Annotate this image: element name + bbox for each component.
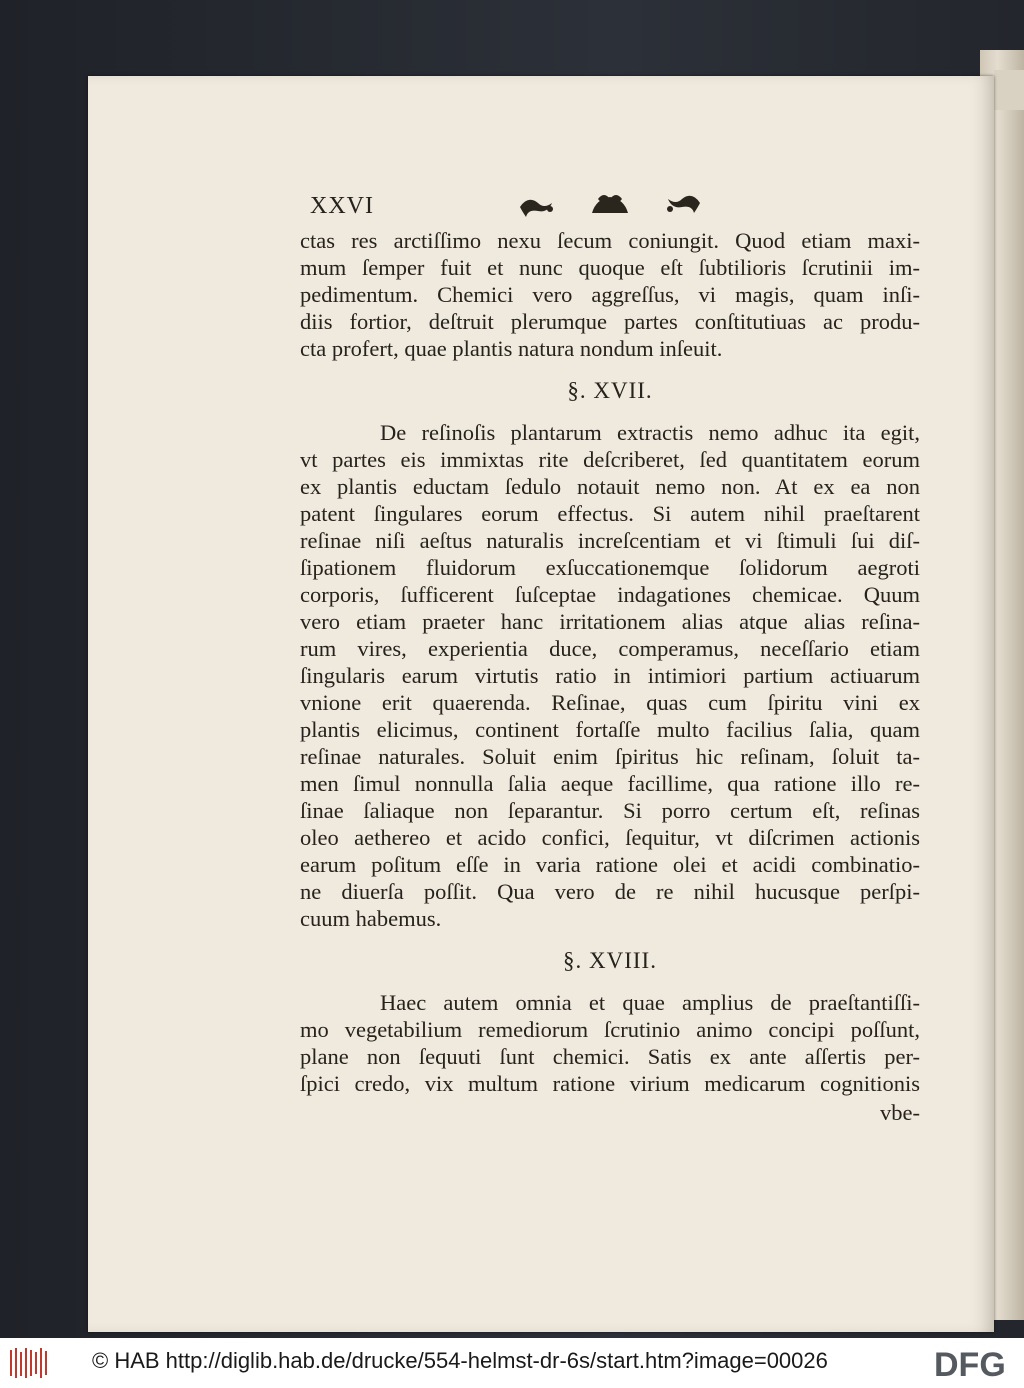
text-line: ſinae ſaliaque non ſeparantur. Si porro certum eſt, reſinas xyxy=(300,798,920,823)
hab-barcode-logo-icon xyxy=(8,1346,48,1380)
text-line: vero etiam praeter hanc irritationem alias atque alias reſina- xyxy=(300,609,920,634)
intro-paragraph xyxy=(300,227,920,362)
text-line: cuum habemus. xyxy=(300,906,442,931)
page-text-block xyxy=(300,185,920,1126)
text-line: ex plantis eductam ſedulo notauit nemo non. At ex ea non xyxy=(300,474,920,499)
text-line: corporis, ſufficerent ſuſceptae indagationes chemicae. Quum xyxy=(300,582,920,607)
section-17-paragraph xyxy=(300,419,920,932)
page-number: XXVI xyxy=(310,193,374,219)
text-line: plantis elicimus, continent fortaſſe multo facilius ſalia, quam xyxy=(300,717,920,742)
text-line: oleo aethereo et acido confici, ſequitur, vt diſcrimen actionis xyxy=(300,825,920,850)
text-line: vnione erit quaerenda. Reſinae, quas cum ſpiritu vini ex xyxy=(300,690,920,715)
section-18-paragraph xyxy=(300,989,920,1126)
section-heading-17: §. XVII. xyxy=(567,378,653,403)
text-line: mo vegetabilium remediorum ſcrutinio animo concipi poſſunt, xyxy=(300,1017,920,1042)
printers-ornament-icon xyxy=(510,189,710,221)
section-heading-18: §. XVIII. xyxy=(563,948,657,973)
text-line: ſipationem fluidorum exſuccationemque ſolidorum aegroti xyxy=(300,555,920,580)
text-line: ne diuerſa poſſit. Qua vero de re nihil hucusque perſpi- xyxy=(300,879,920,904)
dfg-logo xyxy=(934,1344,1018,1382)
text-line: patent ſingulares eorum effectus. Si autem nihil praeſtarent xyxy=(300,501,920,526)
text-line: diis fortior, deſtruit plerumque partes conſtitutiuas ac produ- xyxy=(300,309,920,334)
dfg-logo-text: DFG xyxy=(934,1346,1006,1382)
text-line: De reſinoſis plantarum extractis nemo adhuc ita egit, xyxy=(380,420,920,445)
text-line: ctas res arctiſſimo nexu ſecum coniungit. Quod etiam maxi- xyxy=(300,228,920,253)
text-line: Haec autem omnia et quae amplius de praeſtantiſſi- xyxy=(380,990,920,1015)
page-header xyxy=(300,185,920,227)
text-line: ſingularis earum virtutis ratio in intimiori partium actiuarum xyxy=(300,663,920,688)
text-line: plane non ſequuti ſunt chemici. Satis ex ante aſſertis per- xyxy=(300,1044,920,1069)
text-line: reſinae niſi aeſtus naturalis increſcentiam et vi ſtimuli ſui diſ- xyxy=(300,528,920,553)
text-line: rum vires, experientia duce, comperamus, neceſſario etiam xyxy=(300,636,920,661)
text-line: ſpici credo, vix multum ratione virium medicarum cognitionis xyxy=(300,1071,920,1096)
text-line: pedimentum. Chemici vero aggreſſus, vi magis, quam inſi- xyxy=(300,282,920,307)
copyright-source-link[interactable]: © HAB http://diglib.hab.de/drucke/554-helmst-dr-6s/start.htm?image=00026 xyxy=(92,1348,828,1373)
text-line: mum ſemper fuit et nunc quoque eſt ſubtilioris ſcrutinii im- xyxy=(300,255,920,280)
viewer-footer xyxy=(0,1338,1024,1388)
catchword: vbe- xyxy=(880,1100,920,1125)
text-line: earum poſitum eſſe in varia ratione olei et acidi combinatio- xyxy=(300,852,920,877)
text-line: vt partes eis immixtas rite deſcriberet, ſed quantitatem eorum xyxy=(300,447,920,472)
text-line: men ſimul nonnulla ſalia aeque facillime, qua ratione illo re- xyxy=(300,771,920,796)
text-line: reſinae naturales. Soluit enim ſpiritus hic reſinam, ſoluit ta- xyxy=(300,744,920,769)
text-line: cta profert, quae plantis natura nondum inſeuit. xyxy=(300,336,723,361)
